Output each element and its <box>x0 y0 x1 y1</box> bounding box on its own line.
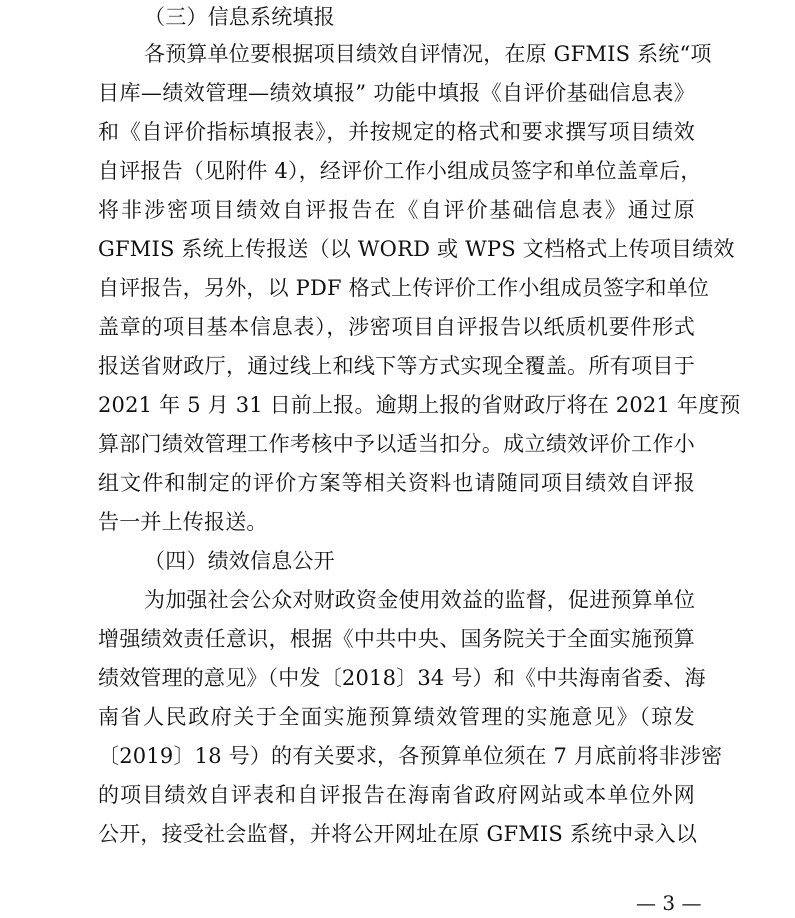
paragraph-line: 和《自评价指标填报表》，并按规定的格式和要求撰写项目绩效 <box>98 120 695 144</box>
paragraph-line: 告一并上传报送。 <box>98 510 268 534</box>
paragraph-line: 各预算单位要根据项目绩效自评情况，在原 GFMIS 系统“项 <box>144 42 712 66</box>
paragraph-line: 南省人民政府关于全面实施预算绩效管理的实施意见》（琼发 <box>98 705 695 729</box>
paragraph-line: 目库—绩效管理—绩效填报” 功能中填报《自评价基础信息表》 <box>98 81 695 105</box>
paragraph-line: 为加强社会公众对财政资金使用效益的监督，促进预算单位 <box>144 588 696 612</box>
paragraph-line: 〔2019〕18 号）的有关要求，各预算单位须在 7 月底前将非涉密 <box>98 744 723 768</box>
section-heading-info-system: （三）信息系统填报 <box>144 5 335 29</box>
page-number: — 3 — <box>636 891 702 915</box>
paragraph-line: 增强绩效责任意识，根据《中共中央、国务院关于全面实施预算 <box>98 627 695 651</box>
paragraph-line: 绩效管理的意见》（中发〔2018〕34 号）和《中共海南省委、海 <box>98 666 706 690</box>
paragraph-line: 将非涉密项目绩效自评报告在《自评价基础信息表》通过原 <box>98 198 695 222</box>
paragraph-line: 组文件和制定的评价方案等相关资料也请随同项目绩效自评报 <box>98 471 695 495</box>
paragraph-line: 报送省财政厅，通过线上和线下等方式实现全覆盖。所有项目于 <box>98 354 695 378</box>
section-heading-performance-disclosure: （四）绩效信息公开 <box>144 549 335 573</box>
paragraph-line: 算部门绩效管理工作考核中予以适当扣分。成立绩效评价工作小 <box>98 432 695 456</box>
paragraph-line: 2021 年 5 月 31 日前上报。逾期上报的省财政厅将在 2021 年度预 <box>98 393 741 417</box>
paragraph-line: 自评报告，另外，以 PDF 格式上传评价工作小组成员签字和单位 <box>98 276 710 300</box>
paragraph-line: 盖章的项目基本信息表），涉密项目自评报告以纸质机要件形式 <box>98 315 695 339</box>
paragraph-line: 的项目绩效自评表和自评报告在海南省政府网站或本单位外网 <box>98 783 695 807</box>
paragraph-line: GFMIS 系统上传报送（以 WORD 或 WPS 文档格式上传项目绩效 <box>98 237 735 261</box>
paragraph-line: 自评报告（见附件 4），经评价工作小组成员签字和单位盖章后， <box>98 159 702 183</box>
paragraph-line: 公开，接受社会监督，并将公开网址在原 GFMIS 系统中录入以 <box>98 822 698 846</box>
